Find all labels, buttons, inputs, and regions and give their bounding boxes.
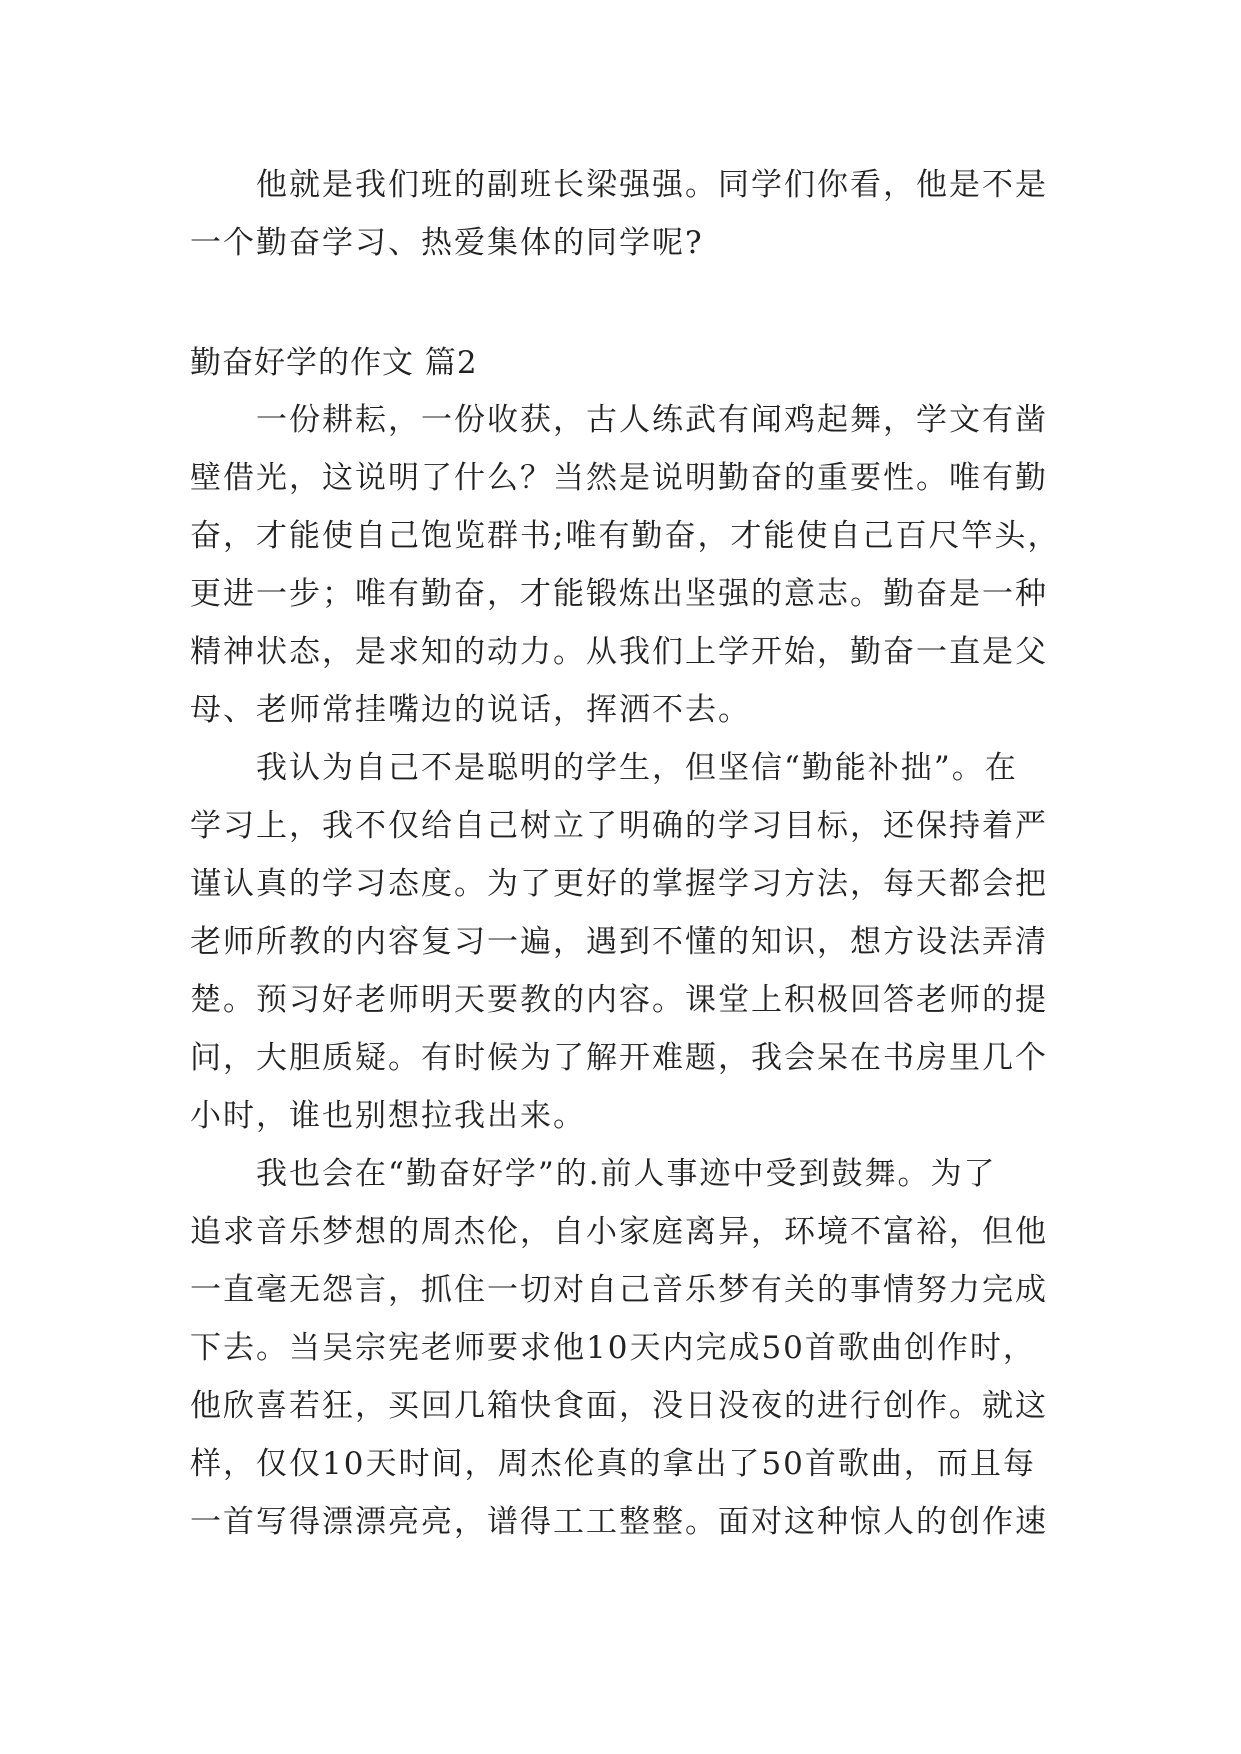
text-line: 我认为自己不是聪明的学生，但坚信“勤能补拙”。在 [190,750,1018,786]
text-line: 样，仅仅10天时间，周杰伦真的拿出了50首歌曲，而且每 [190,1446,1036,1482]
text-line: 我也会在“勤奋好学”的.前人事迹中受到鼓舞。为了 [190,1156,997,1192]
text-line: 奋，才能使自己饱览群书;唯有勤奋，才能使自己百尺竿头， [190,518,1061,554]
text-line: 他就是我们班的副班长梁强强。同学们你看，他是不是 [190,167,1048,203]
text-line: 楚。预习好老师明天要教的内容。课堂上积极回答老师的提 [190,982,1048,1018]
text-line: 精神状态，是求知的动力。从我们上学开始，勤奋一直是父 [190,634,1048,670]
section-heading: 勤奋好学的作文 篇2 [190,345,478,381]
text-line: 一首写得漂漂亮亮，谱得工工整整。面对这种惊人的创作速 [190,1504,1048,1540]
text-line: 老师所教的内容复习一遍，遇到不懂的知识，想方设法弄清 [190,924,1048,960]
text-line: 更进一步；唯有勤奋，才能锻炼出坚强的意志。勤奋是一种 [190,576,1048,612]
text-line: 下去。当吴宗宪老师要求他10天内完成50首歌曲创作时， [190,1330,1036,1366]
text-line: 学习上，我不仅给自己树立了明确的学习目标，还保持着严 [190,808,1048,844]
text-line: 小时，谁也别想拉我出来。 [190,1098,586,1134]
text-line: 他欣喜若狂，买回几箱快食面，没日没夜的进行创作。就这 [190,1388,1048,1424]
text-line: 壁借光，这说明了什么？当然是说明勤奋的重要性。唯有勤 [190,460,1048,496]
text-line: 问，大胆质疑。有时候为了解开难题，我会呆在书房里几个 [190,1040,1048,1076]
text-line: 一直毫无怨言，抓住一切对自己音乐梦有关的事情努力完成 [190,1272,1048,1308]
text-line: 一个勤奋学习、热爱集体的同学呢? [190,225,704,261]
text-line: 谨认真的学习态度。为了更好的掌握学习方法，每天都会把 [190,866,1048,902]
text-line: 一份耕耘，一份收获，古人练武有闻鸡起舞，学文有凿 [190,402,1048,438]
text-line: 母、老师常挂嘴边的说话，挥洒不去。 [190,692,751,728]
text-line: 追求音乐梦想的周杰伦，自小家庭离异，环境不富裕，但他 [190,1214,1048,1250]
